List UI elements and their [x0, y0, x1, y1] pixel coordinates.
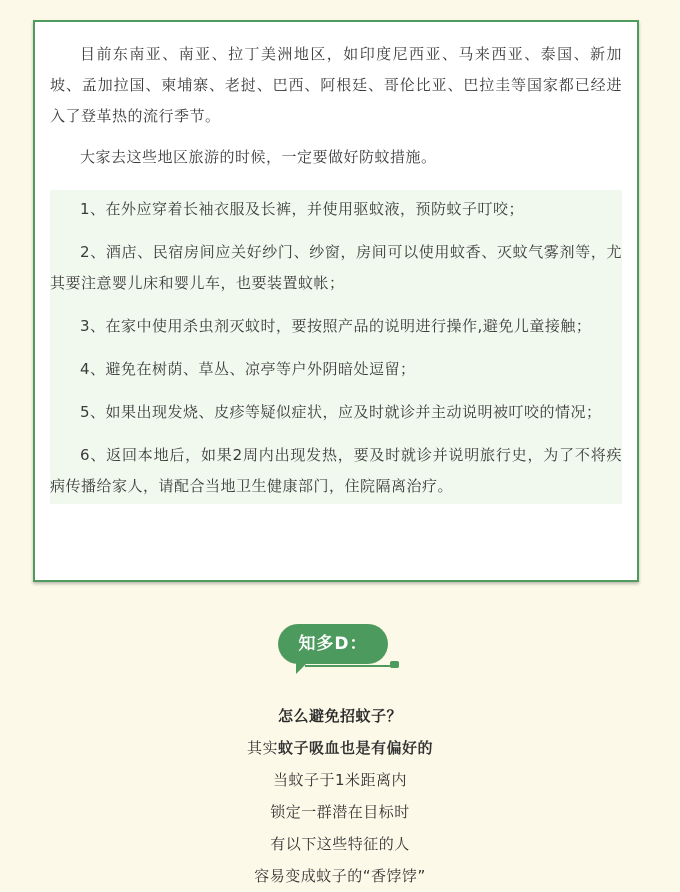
- speech-tail-icon: [296, 662, 308, 674]
- measure-item: 6、返回本地后，如果2周内出现发热，要及时就诊并说明旅行史，为了不将疾病传播给家人，请配合当地卫生健康部门，住院隔离治疗。: [50, 446, 622, 495]
- question-heading: 怎么避免招蚊子？: [277, 707, 402, 725]
- tip-line: 有以下这些特征的人: [270, 835, 410, 853]
- measure-item: 3、在家中使用杀虫剂灭蚊时，要按照产品的说明进行操作,避免儿童接触；: [80, 317, 592, 335]
- underline-dot-icon: [390, 661, 399, 668]
- measure-item: 1、在外应穿着长袖衣服及长裤，并使用驱蚊液，预防蚊子叮咬；: [80, 200, 525, 218]
- intro-paragraph-2: 大家去这些地区旅游的时候，一定要做好防蚊措施。: [80, 148, 437, 166]
- measure-item: 2、酒店、民宿房间应关好纱门、纱窗，房间可以使用蚊香、灭蚊气雾剂等，尤其要注意婴儿床和婴儿车，也要装置蚊帐；: [50, 243, 622, 292]
- underline-divider: [305, 665, 390, 667]
- tip-line: 当蚊子于1米距离内: [272, 771, 408, 789]
- measure-item: 4、避免在树荫、草丛、凉亭等户外阴暗处逗留；: [80, 360, 416, 378]
- tip-line-prefix: 其实: [246, 739, 278, 757]
- prevention-measures-list: [50, 190, 622, 504]
- tip-line: 容易变成蚊子的“香饽饽”: [254, 867, 426, 885]
- measure-item: 5、如果出现发烧、皮疹等疑似症状，应及时就诊并主动说明被叮咬的情况；: [80, 403, 602, 421]
- section-badge: [0, 624, 680, 684]
- intro-paragraph-1: 目前东南亚、南亚、拉丁美洲地区，如印度尼西亚、马来西亚、泰国、新加坡、孟加拉国、柬埔寨、老挝、巴西、阿根廷、哥伦比亚、巴拉圭等国家都已经进入了登革热的流行季节。: [50, 45, 622, 125]
- tip-line: [0, 732, 680, 764]
- tip-line-emphasis: 蚊子吸血也是有偏好的: [278, 739, 434, 757]
- tips-section: [0, 700, 680, 892]
- tip-line: 锁定一群潜在目标时: [270, 803, 410, 821]
- badge-label: 知多D：: [278, 624, 388, 664]
- info-card: [33, 20, 639, 582]
